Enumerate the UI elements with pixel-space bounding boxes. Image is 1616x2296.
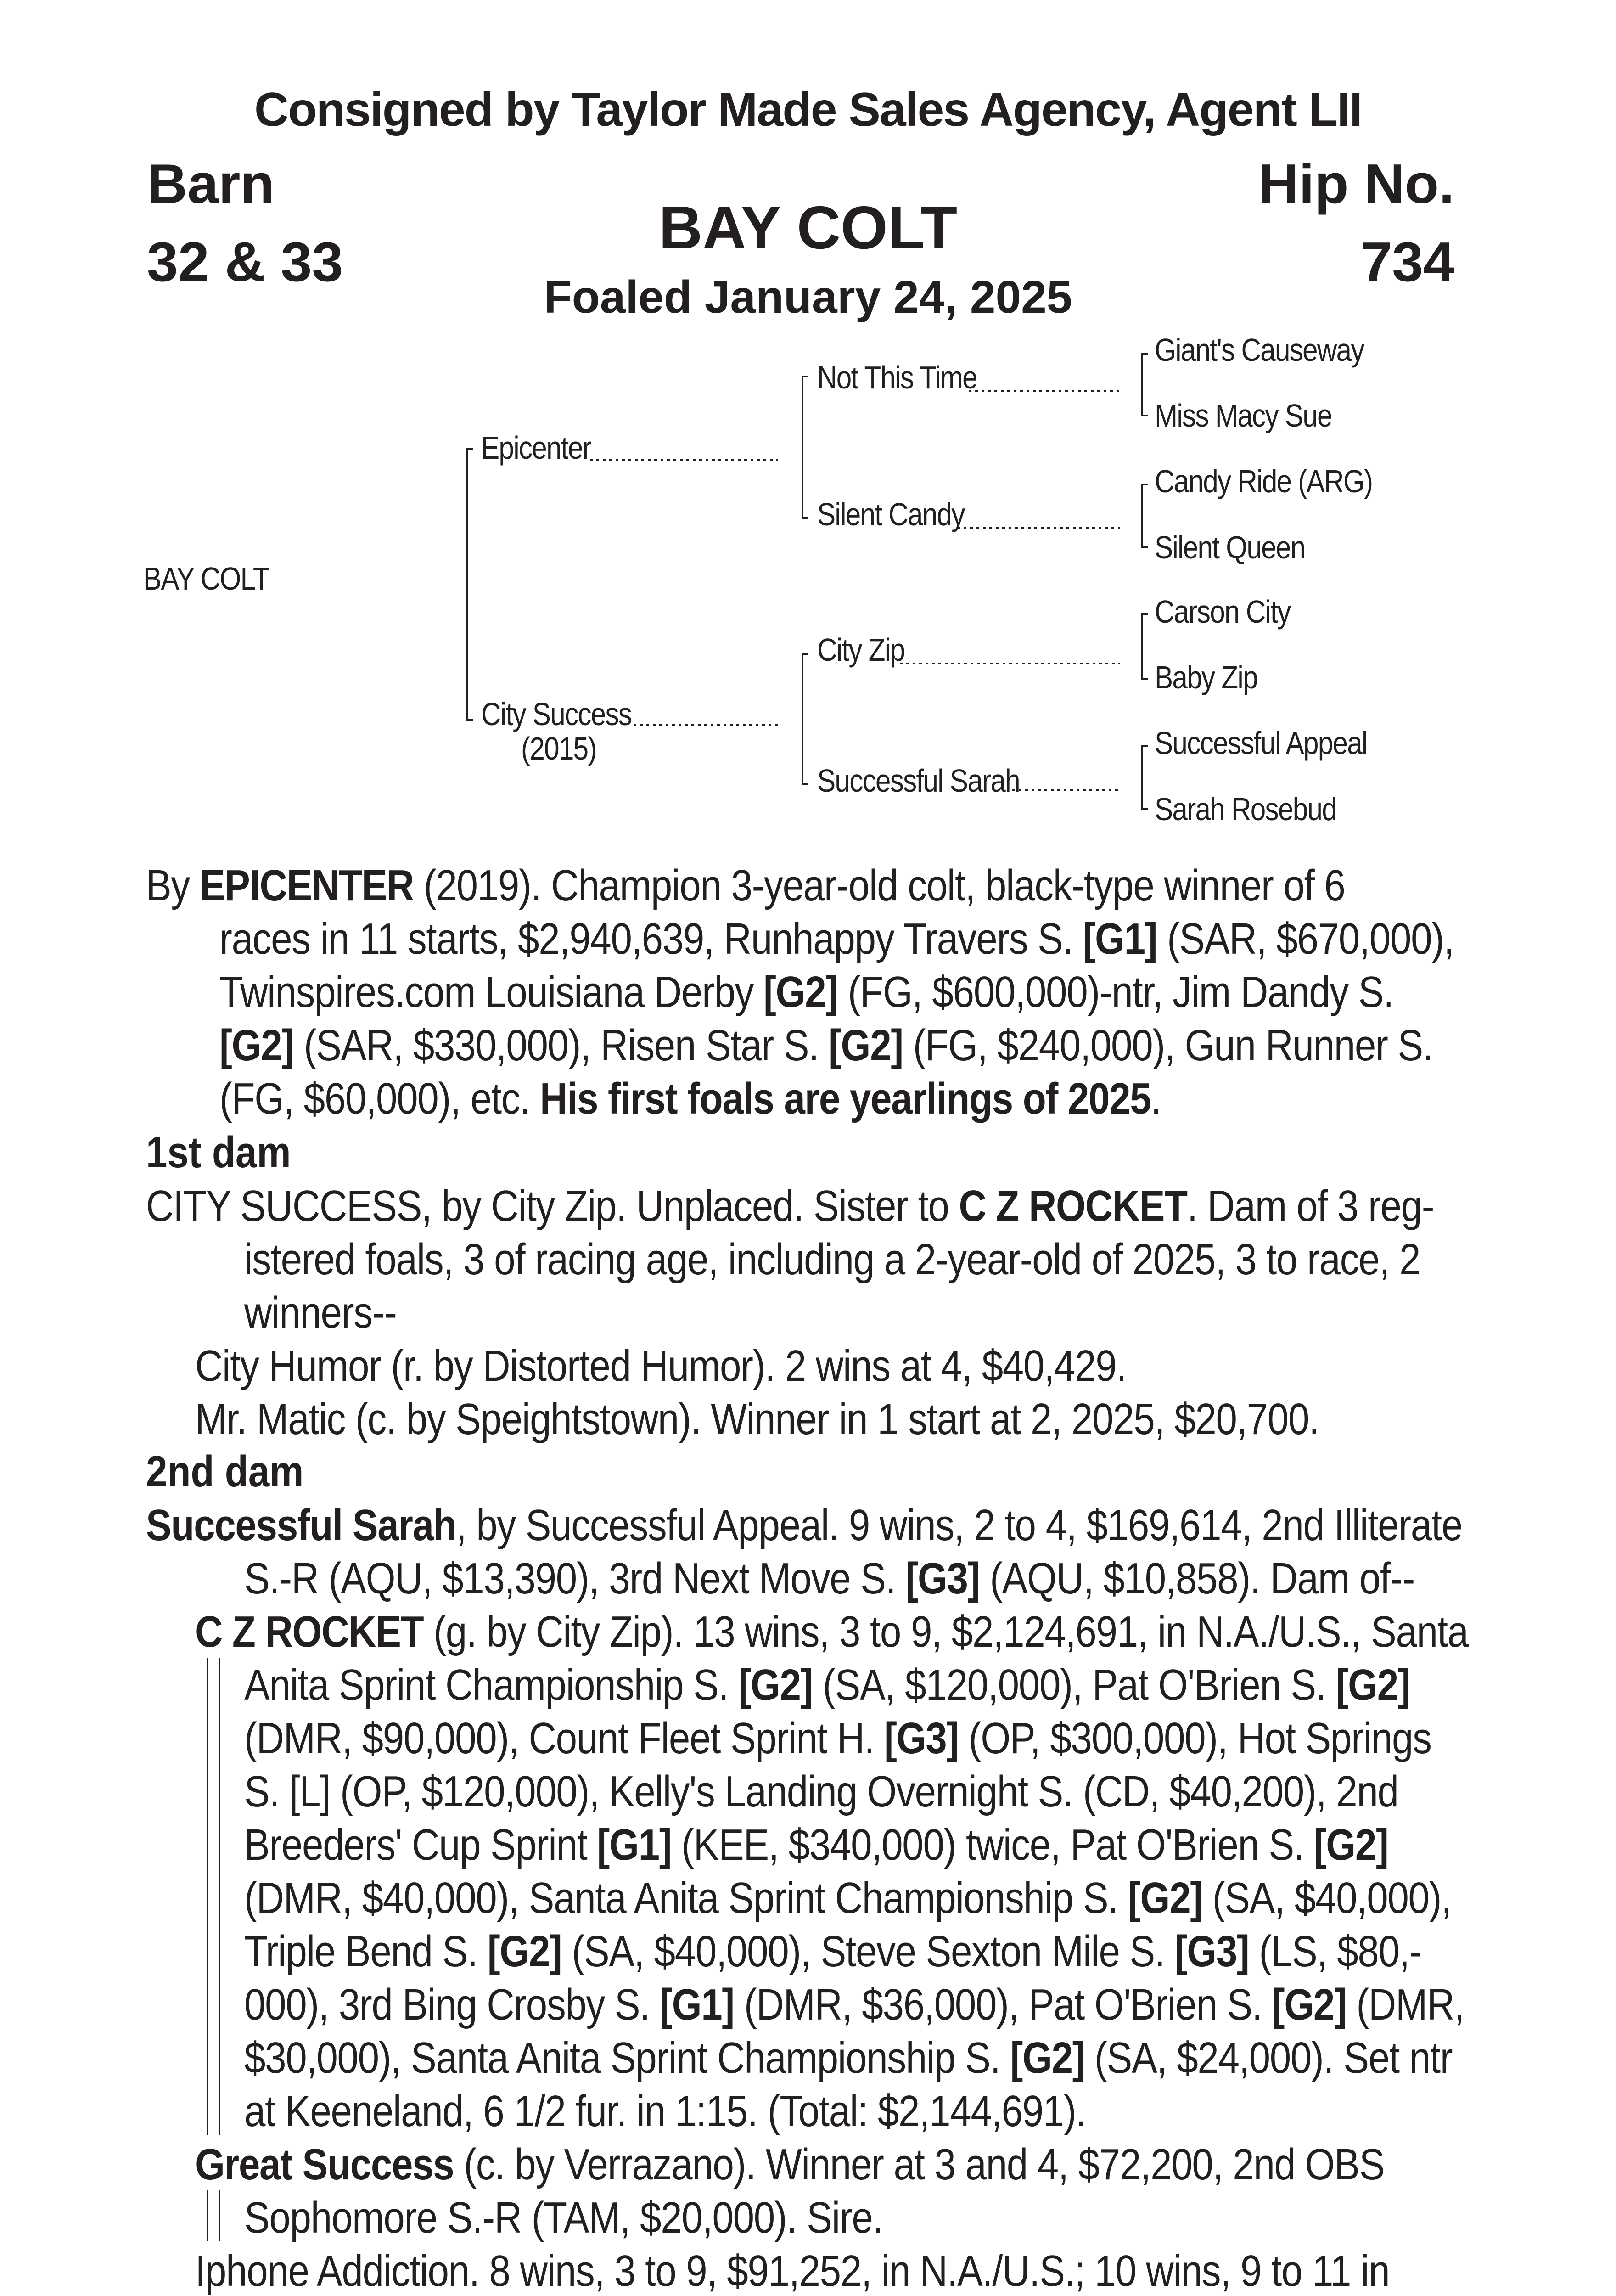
pedigree-ggp: Giant's Causeway bbox=[1155, 332, 1364, 368]
pedigree-ggp: Baby Zip bbox=[1155, 659, 1257, 695]
pedigree-dam: City Success bbox=[481, 696, 632, 732]
pedigree-ggp: Miss Macy Sue bbox=[1155, 398, 1332, 433]
pedigree-dam-year: (2015) bbox=[521, 731, 596, 766]
hip-number: 734 bbox=[1361, 231, 1454, 293]
barn-label: Barn bbox=[147, 152, 275, 215]
pedigree-subject: BAY COLT bbox=[143, 561, 269, 597]
pedigree-ggp: Silent Queen bbox=[1155, 529, 1305, 565]
produce-record: City Humor (r. by Distorted Humor). 2 wins at 4, $40,429. bbox=[195, 1341, 1127, 1390]
consigner-line: Consigned by Taylor Made Sales Agency, Agent LII bbox=[254, 83, 1362, 136]
pedigree-sire: Epicenter bbox=[481, 430, 591, 466]
horse-title: BAY COLT bbox=[658, 194, 958, 261]
foaled-date: Foaled January 24, 2025 bbox=[544, 271, 1072, 323]
hip-label: Hip No. bbox=[1258, 152, 1454, 215]
second-dam-heading: 2nd dam bbox=[146, 1447, 304, 1496]
pedigree-dam-sire: City Zip bbox=[817, 632, 905, 668]
sire-name: EPICENTER bbox=[199, 861, 414, 910]
produce-record: Mr. Matic (c. by Speightstown). Winner in 1 start at 2, 2025, $20,700. bbox=[195, 1395, 1319, 1444]
pedigree-sire-dam: Silent Candy bbox=[817, 496, 965, 532]
pedigree-ggp: Candy Ride (ARG) bbox=[1155, 463, 1373, 499]
pedigree-sire-sire: Not This Time bbox=[817, 360, 977, 395]
barn-value: 32 & 33 bbox=[147, 231, 343, 293]
pedigree-ggp: Carson City bbox=[1155, 594, 1291, 630]
pedigree-ggp: Successful Appeal bbox=[1155, 725, 1367, 761]
pedigree-dam-dam: Successful Sarah bbox=[817, 763, 1020, 799]
pedigree-ggp: Sarah Rosebud bbox=[1155, 791, 1336, 827]
first-dam-heading: 1st dam bbox=[146, 1128, 291, 1177]
